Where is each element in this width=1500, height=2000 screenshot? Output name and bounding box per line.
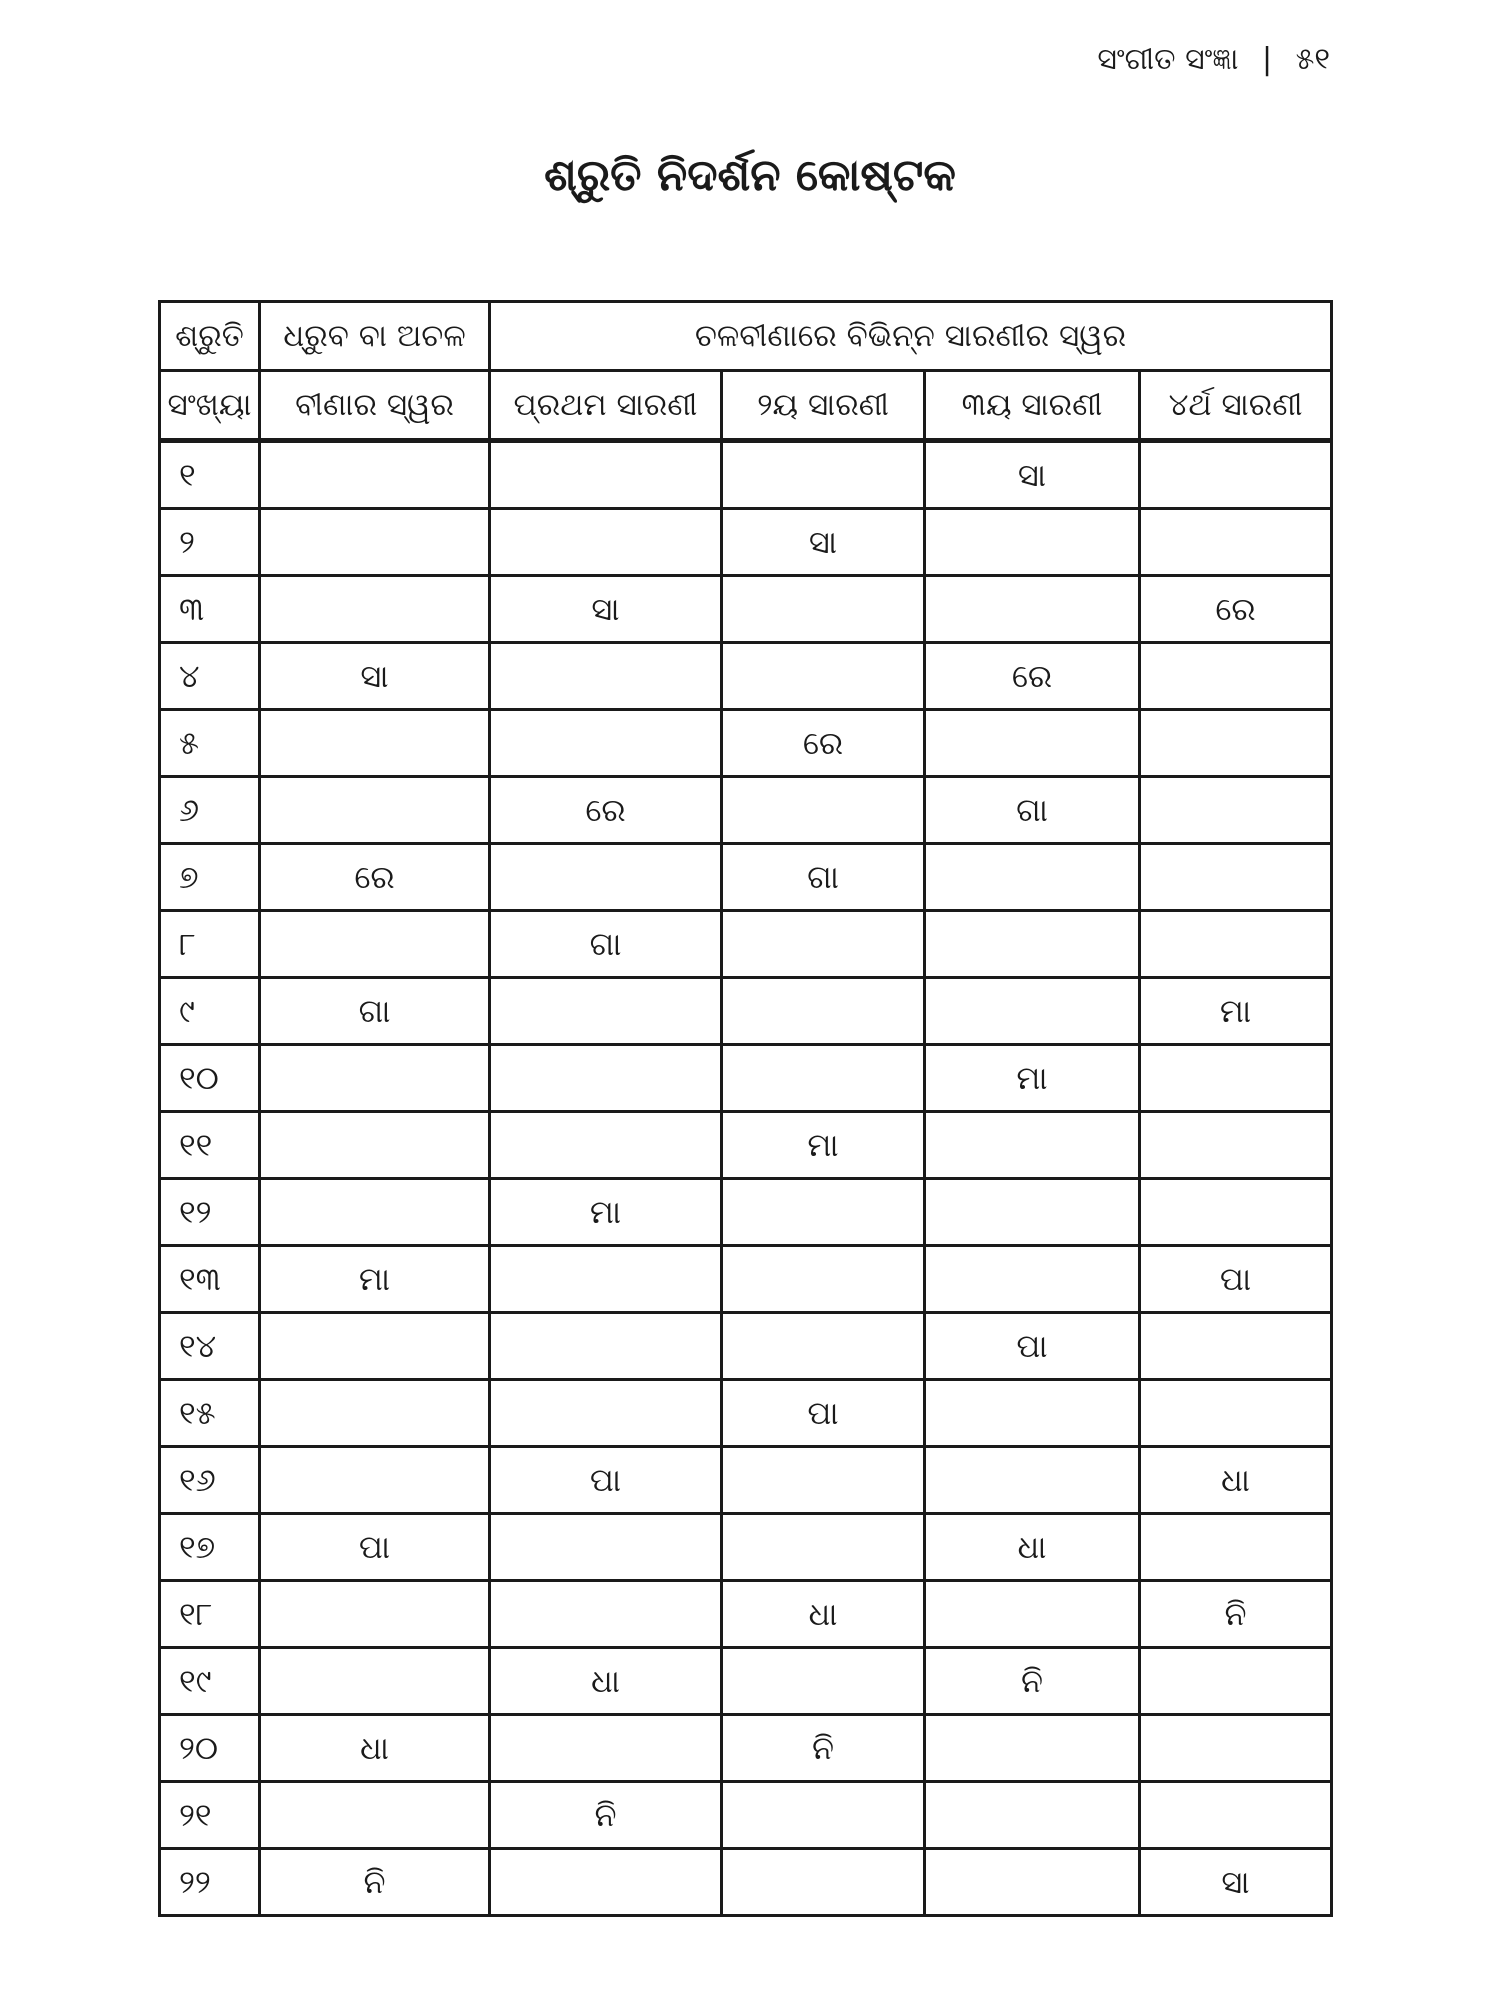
fixed-veena-swara-cell: ସା <box>260 643 490 710</box>
table-row <box>160 1313 1332 1380</box>
sarani-2-swara-cell: ରେ <box>722 710 925 777</box>
fixed-veena-swara-cell: ଧା <box>260 1715 490 1782</box>
sarani-4-swara-cell <box>1140 1112 1332 1179</box>
sarani-4-swara-cell <box>1140 911 1332 978</box>
sarani-4-swara-cell <box>1140 1045 1332 1112</box>
fixed-veena-swara-cell <box>260 777 490 844</box>
sarani-2-swara-cell <box>722 1849 925 1916</box>
sarani-1-swara-cell <box>490 710 722 777</box>
sarani-2-swara-cell: ପା <box>722 1380 925 1447</box>
sarani-2-swara-cell <box>722 777 925 844</box>
sarani-4-swara-cell <box>1140 1313 1332 1380</box>
table-row <box>160 509 1332 576</box>
sarani-3-swara-cell <box>925 844 1140 911</box>
sarani-4-swara-cell: ମା <box>1140 978 1332 1045</box>
sarani-1-swara-cell <box>490 1849 722 1916</box>
sarani-3-swara-cell <box>925 710 1140 777</box>
fixed-veena-swara-cell <box>260 1447 490 1514</box>
sarani-4-swara-cell <box>1140 1179 1332 1246</box>
sarani-1-swara-cell: ଗା <box>490 911 722 978</box>
sarani-4-swara-cell <box>1140 1514 1332 1581</box>
table-row <box>160 1112 1332 1179</box>
sarani-2-swara-cell <box>722 1246 925 1313</box>
shruti-number-cell: ୧୬ <box>160 1447 260 1514</box>
table-row <box>160 1849 1332 1916</box>
sarani-4-swara-cell <box>1140 509 1332 576</box>
sarani-4-swara-cell <box>1140 441 1332 509</box>
fixed-veena-swara-cell <box>260 509 490 576</box>
sarani-1-swara-cell: ମା <box>490 1179 722 1246</box>
table-row <box>160 777 1332 844</box>
sarani-2-swara-cell <box>722 643 925 710</box>
sarani-3-swara-cell <box>925 1179 1140 1246</box>
sarani-1-header: ପ୍ରଥମ ସାରଣୀ <box>490 371 722 441</box>
sarani-4-swara-cell <box>1140 777 1332 844</box>
sarani-3-swara-cell: ସା <box>925 441 1140 509</box>
shruti-number-cell: ୧୯ <box>160 1648 260 1715</box>
fixed-veena-swara-cell: ମା <box>260 1246 490 1313</box>
shruti-number-cell: ୧୪ <box>160 1313 260 1380</box>
shruti-number-cell: ୧୫ <box>160 1380 260 1447</box>
sarani-1-swara-cell <box>490 441 722 509</box>
table-row <box>160 1581 1332 1648</box>
sarani-1-swara-cell <box>490 1112 722 1179</box>
fixed-veena-swara-cell <box>260 1648 490 1715</box>
table-row <box>160 1045 1332 1112</box>
table-row <box>160 911 1332 978</box>
sarani-3-swara-cell: ଧା <box>925 1514 1140 1581</box>
shruti-number-cell: ୨୨ <box>160 1849 260 1916</box>
table-row <box>160 978 1332 1045</box>
sarani-3-swara-cell <box>925 1246 1140 1313</box>
sarani-2-swara-cell <box>722 1447 925 1514</box>
shruti-number-cell: ୮ <box>160 911 260 978</box>
sarani-2-swara-cell <box>722 911 925 978</box>
sarani-4-swara-cell <box>1140 1648 1332 1715</box>
sarani-3-swara-cell <box>925 1447 1140 1514</box>
table-row <box>160 844 1332 911</box>
sarani-4-swara-cell <box>1140 1782 1332 1849</box>
sarani-3-swara-cell <box>925 1849 1140 1916</box>
table-header-row <box>160 302 1332 371</box>
sarani-1-swara-cell <box>490 1581 722 1648</box>
table-row <box>160 576 1332 643</box>
running-head <box>1097 42 1330 77</box>
fixed-veena-swara-cell <box>260 576 490 643</box>
shruti-number-cell: ୧ <box>160 441 260 509</box>
table-row <box>160 1447 1332 1514</box>
sarani-1-swara-cell <box>490 1045 722 1112</box>
movable-veena-group-header: ଚଳବୀଣାରେ ବିଭିନ୍ନ ସାରଣୀର ସ୍ୱର <box>490 302 1332 371</box>
fixed-veena-swara-cell: ଗା <box>260 978 490 1045</box>
sarani-1-swara-cell <box>490 509 722 576</box>
sarani-2-swara-cell: ନି <box>722 1715 925 1782</box>
table-row <box>160 1715 1332 1782</box>
shruti-number-cell: ୩ <box>160 576 260 643</box>
shruti-number-cell: ୨୧ <box>160 1782 260 1849</box>
shruti-number-cell: ୨୦ <box>160 1715 260 1782</box>
sarani-4-swara-cell: ଧା <box>1140 1447 1332 1514</box>
sarani-4-swara-cell <box>1140 710 1332 777</box>
table-row <box>160 1514 1332 1581</box>
shruti-number-cell: ୭ <box>160 844 260 911</box>
sarani-2-swara-cell <box>722 1313 925 1380</box>
shruti-number-cell: ୯ <box>160 978 260 1045</box>
fixed-veena-swara-cell <box>260 1581 490 1648</box>
sarani-4-swara-cell <box>1140 1380 1332 1447</box>
shruti-table <box>158 300 1333 1917</box>
sarani-3-swara-cell: ଗା <box>925 777 1140 844</box>
sarani-3-swara-cell: ରେ <box>925 643 1140 710</box>
sarani-2-swara-cell: ସା <box>722 509 925 576</box>
sarani-2-swara-cell <box>722 576 925 643</box>
sarani-2-swara-cell <box>722 1045 925 1112</box>
shruti-number-cell: ୪ <box>160 643 260 710</box>
sarani-3-swara-cell <box>925 1782 1140 1849</box>
fixed-veena-header-line2: ବୀଣାର ସ୍ୱର <box>260 371 490 441</box>
sarani-1-swara-cell: ରେ <box>490 777 722 844</box>
shruti-number-cell: ୧୨ <box>160 1179 260 1246</box>
sarani-1-swara-cell <box>490 643 722 710</box>
sarani-2-swara-cell: ଗା <box>722 844 925 911</box>
sarani-2-swara-cell <box>722 441 925 509</box>
fixed-veena-swara-cell <box>260 1313 490 1380</box>
sarani-2-swara-cell <box>722 978 925 1045</box>
sarani-1-swara-cell <box>490 1715 722 1782</box>
sarani-4-swara-cell <box>1140 1715 1332 1782</box>
fixed-veena-header-line1: ଧ୍ରୁବ ବା ଅଚଳ <box>260 302 490 371</box>
sarani-3-swara-cell <box>925 1112 1140 1179</box>
table-row <box>160 1179 1332 1246</box>
page-number: ୫୧ <box>1295 42 1330 77</box>
fixed-veena-swara-cell: ପା <box>260 1514 490 1581</box>
table-row <box>160 441 1332 509</box>
sarani-2-swara-cell: ଧା <box>722 1581 925 1648</box>
header-separator: | <box>1261 42 1273 77</box>
sarani-4-swara-cell <box>1140 643 1332 710</box>
shruti-number-cell: ୫ <box>160 710 260 777</box>
sarani-1-swara-cell <box>490 844 722 911</box>
shruti-number-cell: ୧୧ <box>160 1112 260 1179</box>
table-row <box>160 1246 1332 1313</box>
sarani-1-swara-cell <box>490 978 722 1045</box>
sarani-1-swara-cell <box>490 1514 722 1581</box>
sarani-2-swara-cell <box>722 1782 925 1849</box>
sarani-4-swara-cell: ରେ <box>1140 576 1332 643</box>
table-row <box>160 1380 1332 1447</box>
fixed-veena-swara-cell <box>260 1380 490 1447</box>
sarani-4-swara-cell: ସା <box>1140 1849 1332 1916</box>
fixed-veena-swara-cell <box>260 1112 490 1179</box>
fixed-veena-swara-cell <box>260 441 490 509</box>
sarani-3-swara-cell <box>925 576 1140 643</box>
table-body <box>160 441 1332 1916</box>
table-row <box>160 1782 1332 1849</box>
sarani-3-swara-cell: ମା <box>925 1045 1140 1112</box>
sarani-1-swara-cell <box>490 1380 722 1447</box>
shruti-number-cell: ୧୦ <box>160 1045 260 1112</box>
sarani-3-swara-cell <box>925 509 1140 576</box>
sarani-1-swara-cell <box>490 1313 722 1380</box>
sarani-3-swara-cell <box>925 1581 1140 1648</box>
sarani-3-swara-cell: ନି <box>925 1648 1140 1715</box>
sarani-3-swara-cell <box>925 911 1140 978</box>
sarani-1-swara-cell: ଧା <box>490 1648 722 1715</box>
fixed-veena-swara-cell: ରେ <box>260 844 490 911</box>
shruti-number-cell: ୬ <box>160 777 260 844</box>
book-section-label: ସଂଗୀତ ସଂଜ୍ଞା <box>1097 42 1239 77</box>
sarani-2-swara-cell: ମା <box>722 1112 925 1179</box>
sarani-2-swara-cell <box>722 1514 925 1581</box>
sarani-3-swara-cell <box>925 1380 1140 1447</box>
sarani-2-swara-cell <box>722 1179 925 1246</box>
shruti-number-cell: ୧୩ <box>160 1246 260 1313</box>
sarani-4-swara-cell <box>1140 844 1332 911</box>
fixed-veena-swara-cell <box>260 911 490 978</box>
shruti-number-cell: ୧୮ <box>160 1581 260 1648</box>
sarani-4-swara-cell: ପା <box>1140 1246 1332 1313</box>
fixed-veena-swara-cell <box>260 1179 490 1246</box>
fixed-veena-swara-cell <box>260 1045 490 1112</box>
shruti-number-cell: ୨ <box>160 509 260 576</box>
fixed-veena-swara-cell <box>260 1782 490 1849</box>
page-title: ଶ୍ରୁତି ନିଦର୍ଶନ କୋଷ୍ଟକ <box>544 150 956 201</box>
sarani-1-swara-cell <box>490 1246 722 1313</box>
shruti-number-cell: ୧୭ <box>160 1514 260 1581</box>
shruti-header-line1: ଶ୍ରୁତି <box>160 302 260 371</box>
sarani-3-header: ୩ୟ ସାରଣୀ <box>925 371 1140 441</box>
sarani-1-swara-cell: ସା <box>490 576 722 643</box>
sarani-1-swara-cell: ପା <box>490 1447 722 1514</box>
sarani-2-header: ୨ୟ ସାରଣୀ <box>722 371 925 441</box>
shruti-header-line2: ସଂଖ୍ୟା <box>160 371 260 441</box>
sarani-3-swara-cell <box>925 978 1140 1045</box>
sarani-4-header: ୪ର୍ଥ ସାରଣୀ <box>1140 371 1332 441</box>
sarani-2-swara-cell <box>722 1648 925 1715</box>
table-row <box>160 643 1332 710</box>
sarani-3-swara-cell: ପା <box>925 1313 1140 1380</box>
sarani-4-swara-cell: ନି <box>1140 1581 1332 1648</box>
sarani-3-swara-cell <box>925 1715 1140 1782</box>
table-subheader-row <box>160 371 1332 441</box>
sarani-1-swara-cell: ନି <box>490 1782 722 1849</box>
table-row <box>160 710 1332 777</box>
table-row <box>160 1648 1332 1715</box>
fixed-veena-swara-cell <box>260 710 490 777</box>
fixed-veena-swara-cell: ନି <box>260 1849 490 1916</box>
